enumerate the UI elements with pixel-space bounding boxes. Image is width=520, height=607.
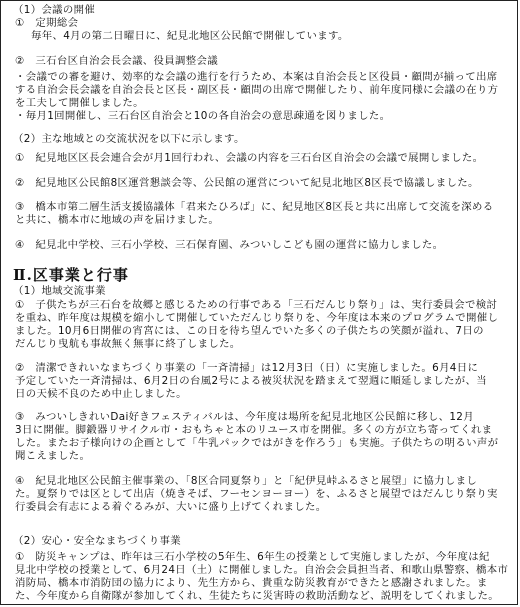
heading-community-events: （1）地域交流事業 <box>13 285 106 297</box>
exchange-item-2: ② 紀見地区公民館8区運営懇談会等、公民館の運営について紀見北地区8区長で協議しました。 <box>15 177 479 189</box>
event-2-line-2: 予定していた一斉清掃は、6月2日の台風2号による被災状況を踏まえて翌週に順延しましたが、当 <box>15 375 487 387</box>
event-1-line-1: ① 子供たちが三石台を故郷と感じるための行事である「三石だんじり祭り」は、実行委員会で検討 <box>15 299 498 311</box>
event-1-line-2: を重ね、昨年度は規模を縮小して開催していただんじり祭りを、今年度は本来のプログラムで開催し <box>15 312 499 324</box>
paragraph-chairman-meeting-2: する自治会長会議を自治会長と区長・副区長・顧問の出席で開催したり、前年度同様に会議の在り方 <box>15 84 499 96</box>
event-2-line-1: ② 清潔できれいなまちづくり事業の「一斉清掃」は12月3日（日）に実施しました。6月4日に <box>15 362 479 374</box>
safety-1-line-3: 消防局、橋本市消防団の協力により、先生方から、貴重な防災教育ができたと感謝されました。ま <box>15 577 488 589</box>
event-2-line-3: 日の天候不良のため中止しました。 <box>15 388 187 400</box>
event-4-line-2: た。夏祭りでは区として出店（焼きそば、フーセンヨーヨー）を、ふるさと展望ではだんじり祭り実 <box>15 488 498 500</box>
paragraph-chairman-meeting-3: を工夫して開催しました。 <box>15 97 144 109</box>
event-3-line-3: した。またお子様向けの企画として「牛乳パックではがきを作ろう」も実施。子供たちの明るい声が <box>15 437 499 449</box>
heading-meeting: （1）会議の開催 <box>13 4 96 16</box>
event-1-line-3: ました。10月6日開催の宵宮には、この日を待ち望んでいた多くの子供たちの笑顔が溢れ、7日の <box>15 325 484 337</box>
event-3-line-1: ③ みついしきれいDai好きフェスティバルは、今年度は場所を紀見北地区公民館に移し、12月 <box>15 411 475 423</box>
exchange-item-4: ④ 紀見北中学校、三石小学校、三石保育園、みついしこども園の運営に協力しました。 <box>15 239 444 251</box>
safety-1-line-2: 見北中学校の授業として、6月24日（土）に開催しました。自治会会員担当者、和歌山県警察、橋本市 <box>15 564 509 576</box>
section-title: Ⅱ.区事業と行事 <box>13 266 129 284</box>
event-3-line-4: 聞こえました。 <box>15 450 91 462</box>
paragraph-chairman-meeting-4: ・毎月1回開催し、三石台区自治会と10の各自治会の意思疎通を図りました。 <box>15 110 391 122</box>
exchange-item-3-line-2: と共に、橋本市に地域の声を届けました。 <box>15 214 220 226</box>
event-3-line-2: 3日に開催。脚鍛器リサイクル市・おもちゃと本のリユース市を開催。多くの方が立ち寄ってくれま <box>15 424 493 436</box>
paragraph-general-assembly: 毎年、4月の第二日曜日に、紀見北地区公民館で開催しています。 <box>31 30 349 42</box>
heading-exchange: （2）主な地域との交流状況を以下に示します。 <box>13 133 245 145</box>
event-4-line-1: ④ 紀見北地区公民館主催事業の、「8区合同夏祭り」と「紀伊見峠ふるさと展望」に協力しまし <box>15 475 478 487</box>
event-4-line-3: 行委員会有志による着ぐるみが、大いに盛り上げてくれました。 <box>15 501 327 513</box>
paragraph-chairman-meeting-1: ・会議での審を避け、効率的な会議の進行を行うため、本案は自治会長と区役員・顧問が揃って出席 <box>15 71 498 83</box>
exchange-item-1: ① 紀見地区区長会連合会が月1回行われ、会議の内容を三石台区自治会の会議で展開しました。 <box>15 152 484 164</box>
heading-safety: （2）安心・安全なまちづくり事業 <box>13 535 181 547</box>
event-1-line-4: だんじり曳航も事故無く無事に終了しました。 <box>15 338 241 350</box>
subheading-general-assembly: ① 定期総会 <box>15 17 79 29</box>
safety-1-line-4: た、今年度から自衛隊が参加してくれ、生徒たちに災害時の救助活動など、説明をしてくれました。 <box>15 590 499 602</box>
exchange-item-3-line-1: ③ 橋本市第二層生活支援協議体「君来たひろば」に、紀見地区8区長と共に出席して交流を深める <box>15 201 494 213</box>
subheading-chairman-meeting: ② 三石台区自治会長会議、役員調整会議 <box>15 55 218 67</box>
safety-1-line-1: ① 防災キャンプは、昨年は三石小学校の5年生、6年生の授業として実施しましたが、今年度は紀 <box>15 551 490 563</box>
